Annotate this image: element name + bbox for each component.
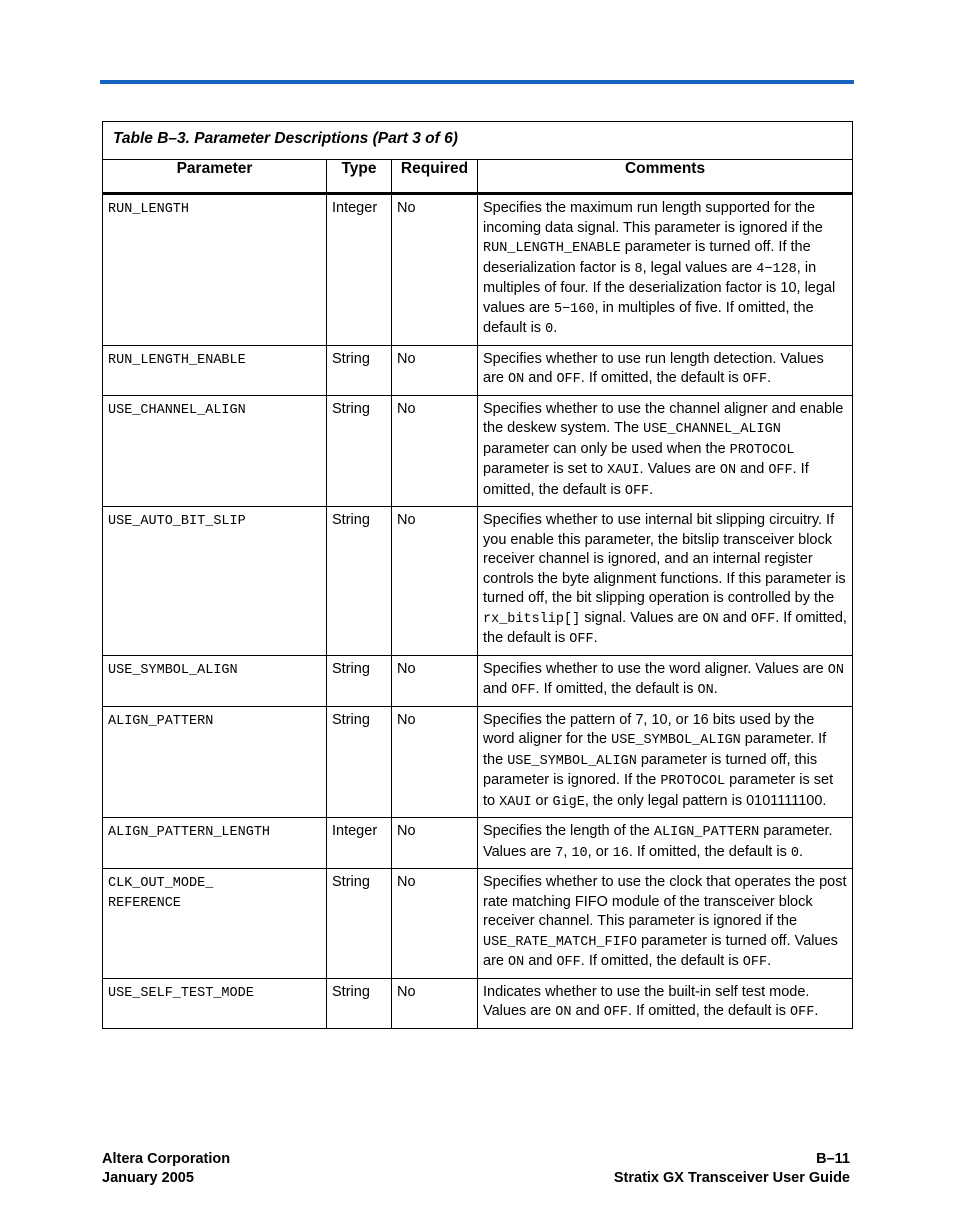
comment-text: . <box>767 953 772 969</box>
table-body <box>103 194 853 1029</box>
code-text: OFF <box>768 463 793 478</box>
comment-text: parameter can only be used when the <box>483 440 730 457</box>
comment-text: . If omitted, the default is <box>580 953 743 969</box>
table-header-row <box>103 160 853 194</box>
comment-text: and <box>483 681 512 697</box>
code-text: GigE <box>552 794 585 810</box>
table-row <box>103 194 853 346</box>
parameter-name: RUN_LENGTH <box>103 194 327 346</box>
parameter-comments <box>478 395 853 507</box>
code-text: ON <box>827 662 844 678</box>
code-text: USE_RATE_MATCH_FIFO <box>483 934 637 950</box>
comment-text: . If omitted, the default is <box>483 461 809 498</box>
table-row <box>103 507 853 656</box>
code-text: ON <box>697 683 714 698</box>
comment-text: . If omitted, the default is <box>483 609 847 646</box>
comment-text: Specifies whether to use run length detection. Values are <box>483 350 824 386</box>
parameter-name: USE_SELF_TEST_MODE <box>103 978 327 1028</box>
comment-text: , in multiples of four. If the deserialization factor is 10, legal values are <box>483 259 836 316</box>
code-text: USE_SYMBOL_ALIGN <box>611 733 741 748</box>
comment-text: . <box>798 843 803 860</box>
comment-text: and <box>524 953 557 969</box>
parameter-required: No <box>392 978 478 1028</box>
parameter-comments <box>478 869 853 979</box>
parameter-type: String <box>327 706 392 818</box>
column-header-parameter: Parameter <box>103 160 327 194</box>
footer-company: Altera Corporation <box>102 1151 231 1167</box>
comment-text: and <box>524 370 557 386</box>
code-text: RUN_LENGTH_ENABLE <box>483 241 621 256</box>
code-text: OFF <box>742 955 768 970</box>
parameter-type: String <box>327 345 392 395</box>
comment-text: . Values are <box>639 461 720 477</box>
comment-text: and <box>736 461 769 477</box>
comment-text: parameter. If the <box>483 731 827 768</box>
comment-text: , <box>563 843 572 860</box>
comment-text: . <box>814 1003 819 1019</box>
code-text: 4−128 <box>756 261 797 277</box>
comment-text: Specifies whether to use the channel aligner and enable the deskew system. The <box>483 400 844 436</box>
code-text: 7 <box>555 845 564 861</box>
comment-text: parameter is set to <box>483 461 608 477</box>
code-text: OFF <box>556 955 581 970</box>
parameter-comments <box>478 507 853 656</box>
code-text: 0 <box>545 322 554 337</box>
table-row <box>103 706 853 818</box>
parameter-required: No <box>392 345 478 395</box>
parameter-name: USE_SYMBOL_ALIGN <box>103 655 327 706</box>
footer-page-number: B–11 <box>816 1151 850 1167</box>
parameter-type: String <box>327 395 392 507</box>
comment-text: Specifies whether to use the clock that operates the post rate matching FIFO module of the transceiver block receiver channel. This parameter is ignored if the <box>483 874 847 929</box>
comment-text: . If omitted, the default is <box>580 370 743 386</box>
parameter-required: No <box>392 818 478 869</box>
code-text: 10 <box>571 845 588 861</box>
comment-text: . <box>553 320 558 336</box>
parameter-name: CLK_OUT_MODE_ REFERENCE <box>103 869 327 979</box>
code-text: ON <box>555 1005 572 1020</box>
code-text: ALIGN_PATTERN <box>653 825 760 840</box>
column-header-required: Required <box>392 160 478 194</box>
table-row <box>103 869 853 979</box>
parameter-required: No <box>392 655 478 706</box>
comment-text: . <box>767 370 772 386</box>
footer-date: January 2005 <box>102 1170 194 1186</box>
comment-text: Specifies the pattern of 7, 10, or 16 bits used by the word aligner for the <box>483 711 815 747</box>
comment-text: parameter is turned off. If the deserialization factor is <box>483 239 811 276</box>
comment-text: . If omitted, the default is <box>535 681 698 697</box>
code-text: PROTOCOL <box>660 774 726 789</box>
code-text: OFF <box>603 1005 629 1020</box>
parameter-type: String <box>327 507 392 656</box>
comment-text: and <box>571 1003 604 1019</box>
comment-text: Specifies the length of the <box>483 823 654 839</box>
code-text: 16 <box>612 845 629 861</box>
parameter-required: No <box>392 507 478 656</box>
comment-text: Specifies whether to use internal bit slipping circuitry. If you enable this parameter, the bitslip transceiver block receiver channel is ignored, and an internal register controls the byte alignment functions. If this parameter is turned off, the bit slipping operation is controlled by the <box>483 512 846 606</box>
code-text: 0 <box>790 845 799 861</box>
comment-text: Specifies whether to use the word aligner. Values are <box>483 660 828 677</box>
parameter-required: No <box>392 706 478 818</box>
table-row <box>103 395 853 507</box>
parameter-type: Integer <box>327 194 392 346</box>
code-text: ON <box>702 611 719 627</box>
comment-text: . If omitted, the default is <box>628 1003 791 1019</box>
footer-guide-title: Stratix GX Transceiver User Guide <box>613 1170 850 1186</box>
table-row <box>103 818 853 869</box>
comment-text: parameter. Values are <box>483 823 833 860</box>
comment-text: . If omitted, the default is <box>628 843 791 860</box>
parameter-name: RUN_LENGTH_ENABLE <box>103 345 327 395</box>
table-row <box>103 345 853 395</box>
comment-text: , legal values are <box>642 259 757 276</box>
code-text: USE_CHANNEL_ALIGN <box>643 422 781 437</box>
parameter-comments <box>478 194 853 346</box>
code-text: OFF <box>556 372 581 387</box>
comment-text: Indicates whether to use the built-in self test mode. Values are <box>483 983 810 1019</box>
header-rule <box>100 80 854 84</box>
table-row <box>103 655 853 706</box>
code-text: ON <box>719 463 737 478</box>
parameter-name: USE_AUTO_BIT_SLIP <box>103 507 327 656</box>
table-caption: Table B–3. Parameter Descriptions (Part 3 of 6) <box>103 122 853 160</box>
code-text: OFF <box>750 611 776 627</box>
code-text: OFF <box>569 632 594 647</box>
parameter-comments <box>478 655 853 706</box>
parameter-comments <box>478 345 853 395</box>
code-text: PROTOCOL <box>729 442 795 458</box>
parameter-table <box>102 121 853 1029</box>
code-text: ON <box>508 955 525 970</box>
code-text: ON <box>508 372 525 387</box>
comment-text: and <box>718 609 751 626</box>
parameter-name: ALIGN_PATTERN <box>103 706 327 818</box>
code-text: OFF <box>790 1005 815 1020</box>
parameter-comments <box>478 706 853 818</box>
parameter-required: No <box>392 869 478 979</box>
comment-text: parameter is turned off. Values are <box>483 932 838 969</box>
comment-text: parameter is set to <box>483 772 834 809</box>
parameter-comments <box>478 818 853 869</box>
comment-text: Specifies the maximum run length supported for the incoming data signal. This parameter is ignored if the <box>483 200 823 236</box>
comment-text: . <box>593 630 598 646</box>
comment-text: or <box>531 792 553 809</box>
table-row <box>103 978 853 1028</box>
footer-left <box>102 1150 230 1188</box>
column-header-type: Type <box>327 160 392 194</box>
comment-text: , in multiples of five. If omitted, the default is <box>483 299 814 336</box>
comment-text: . <box>713 681 718 697</box>
code-text: rx_bitslip[] <box>483 611 581 627</box>
comment-text: . <box>649 481 654 498</box>
parameter-comments <box>478 978 853 1028</box>
code-text: XAUI <box>607 463 640 478</box>
parameter-type: String <box>327 869 392 979</box>
parameter-required: No <box>392 194 478 346</box>
parameter-required: No <box>392 395 478 507</box>
footer-right <box>614 1150 850 1188</box>
code-text: OFF <box>624 483 650 499</box>
parameter-type: Integer <box>327 818 392 869</box>
comment-text: , the only legal pattern is 0101111100. <box>584 792 827 809</box>
parameter-type: String <box>327 978 392 1028</box>
parameter-type: String <box>327 655 392 706</box>
code-text: OFF <box>742 372 768 387</box>
comment-text: , or <box>587 843 613 860</box>
code-text: USE_SYMBOL_ALIGN <box>507 753 637 769</box>
code-text: XAUI <box>499 794 532 810</box>
parameter-name: ALIGN_PATTERN_LENGTH <box>103 818 327 869</box>
code-text: OFF <box>511 683 536 698</box>
comment-text: parameter is turned off, this parameter is ignored. If the <box>483 751 818 788</box>
comment-text: signal. Values are <box>580 609 703 626</box>
column-header-comments: Comments <box>478 160 853 194</box>
parameter-name: USE_CHANNEL_ALIGN <box>103 395 327 507</box>
code-text: 5−160 <box>553 301 595 317</box>
code-text: 8 <box>634 261 643 277</box>
